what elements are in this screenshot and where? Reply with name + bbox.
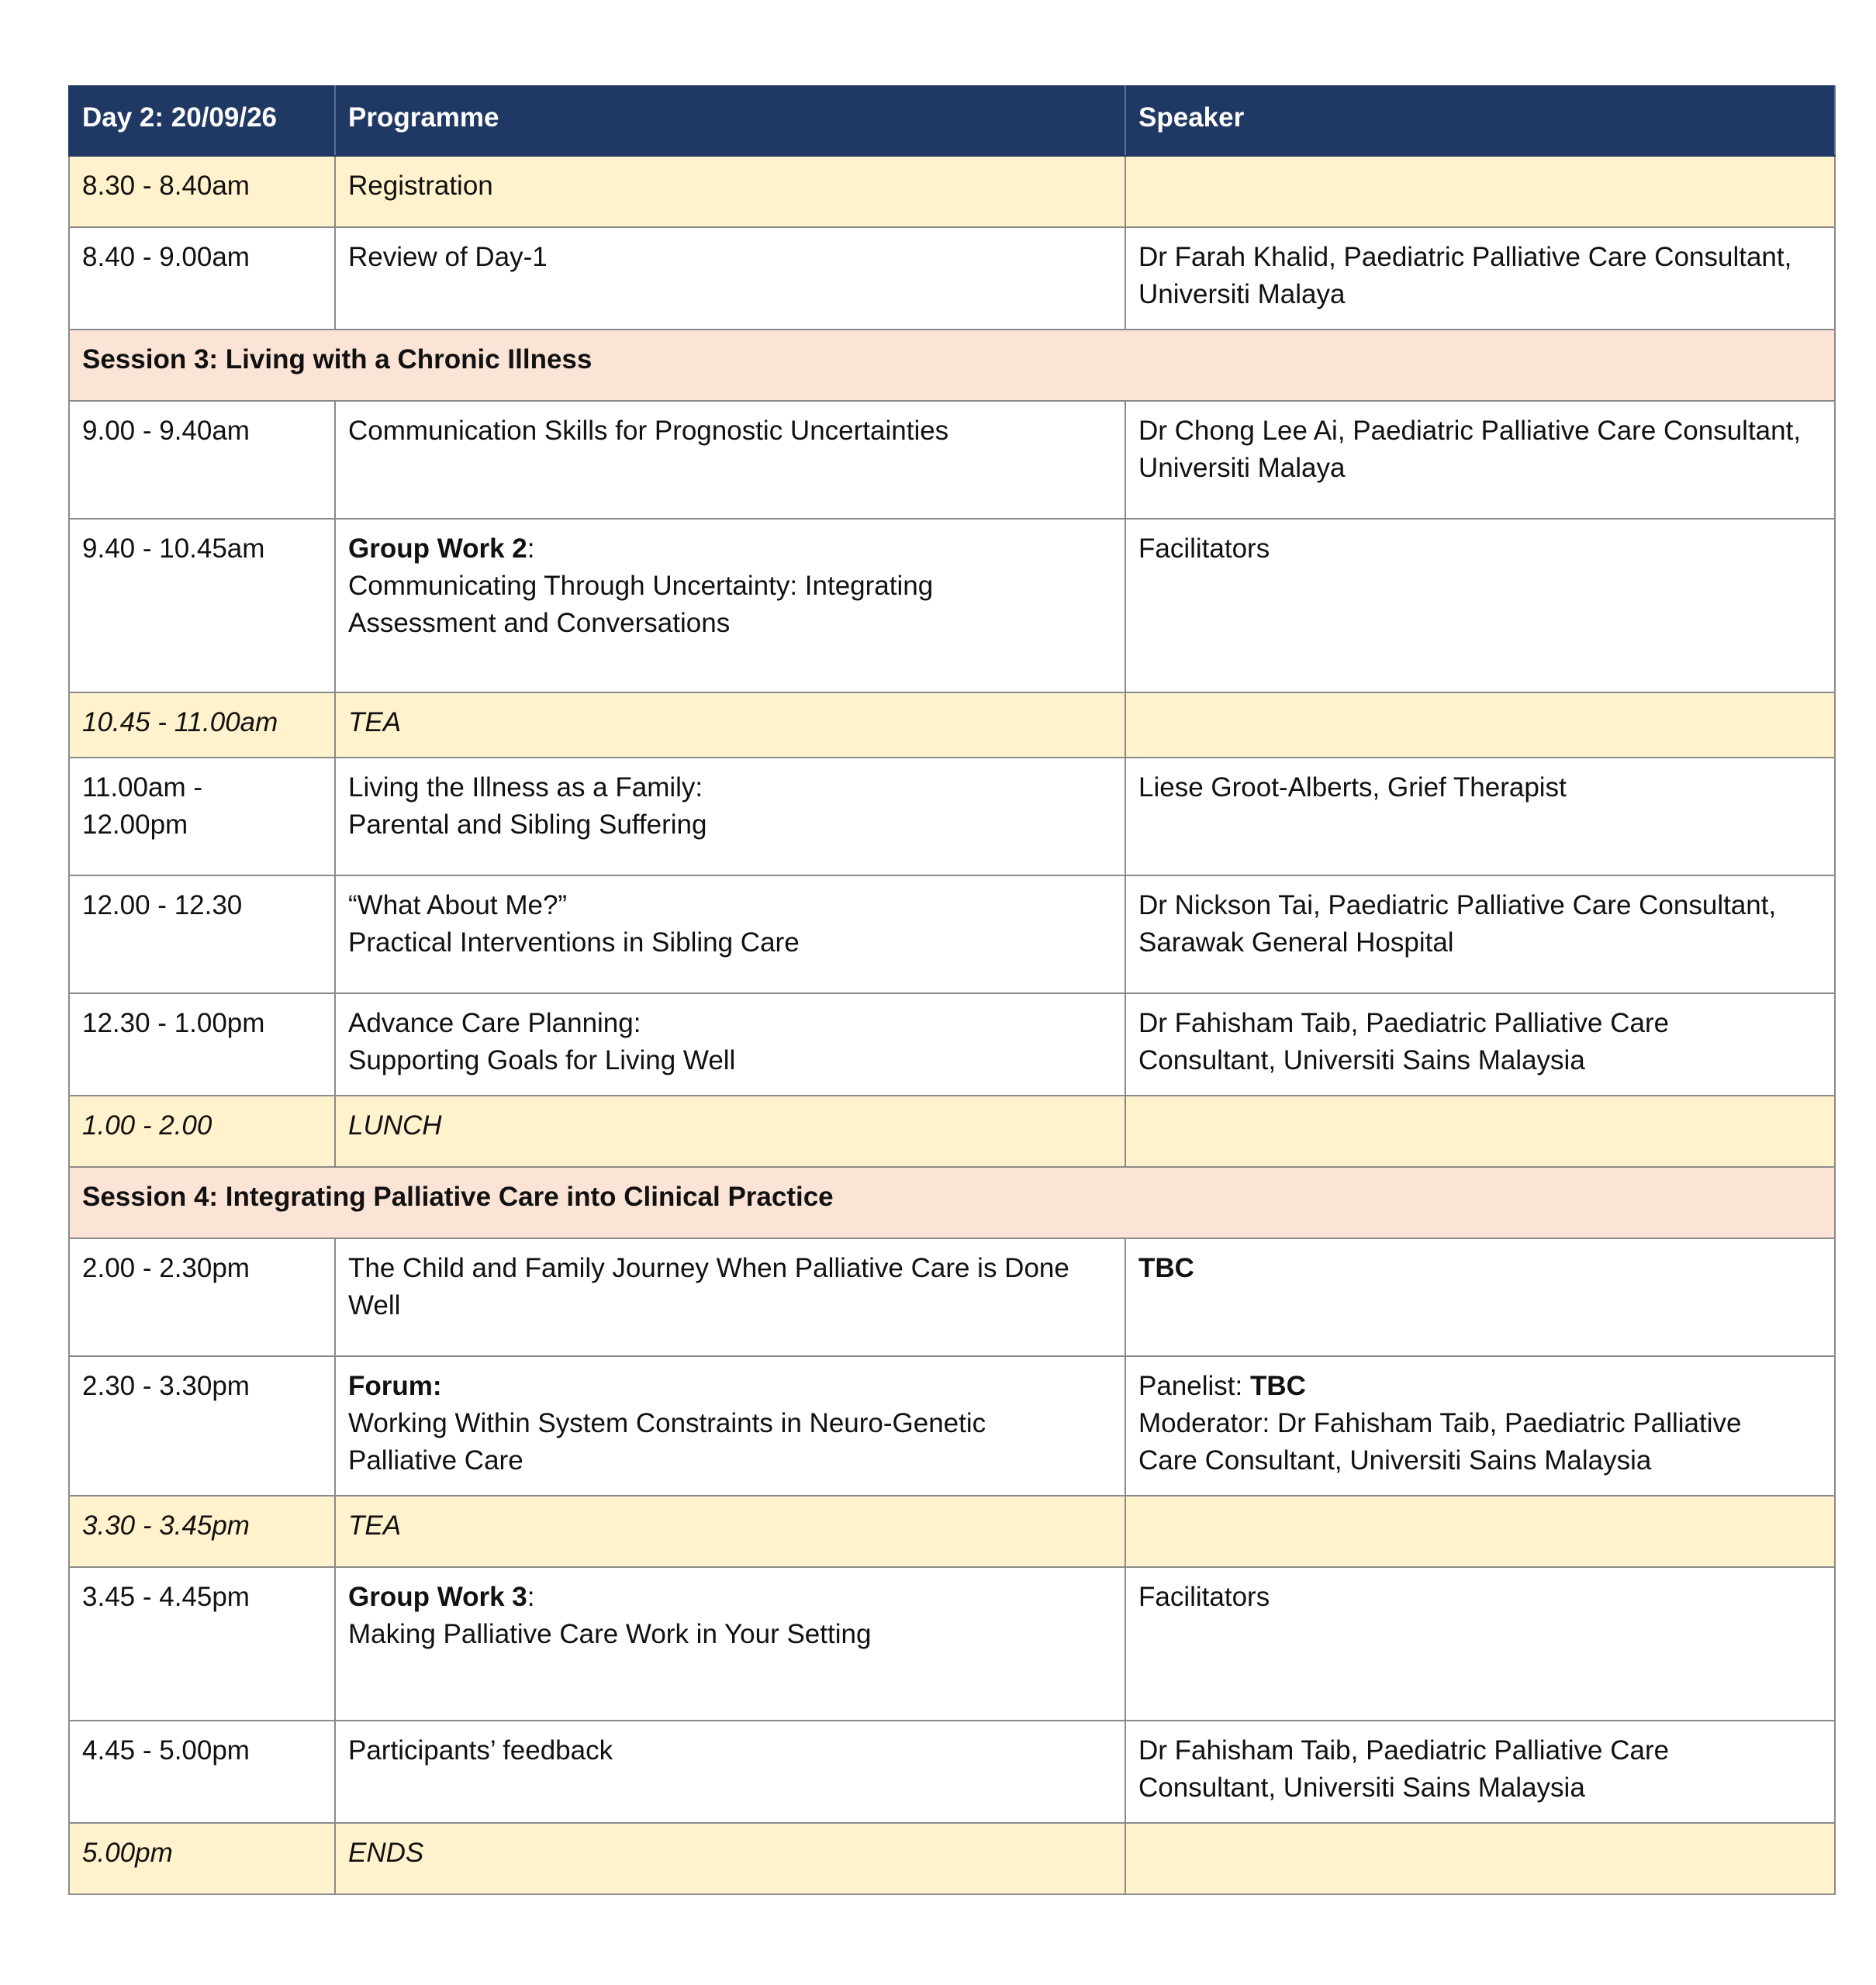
table-row <box>69 758 1835 875</box>
speaker-cell: Dr Fahisham Taib, Paediatric Palliative Care Consultant, Universiti Sains Malaysia <box>1125 993 1835 1096</box>
time-cell: 8.40 - 9.00am <box>69 227 335 330</box>
time-cell: 3.30 - 3.45pm <box>69 1496 335 1567</box>
programme-cell: Advance Care Planning: Supporting Goals for Living Well <box>335 993 1125 1096</box>
speaker-cell <box>1125 156 1835 227</box>
programme-heading: Group Work 2 <box>348 533 527 564</box>
speaker-cell: Dr Farah Khalid, Paediatric Palliative Care Consultant, Universiti Malaya <box>1125 227 1835 330</box>
programme-text: Working Within System Constraints in Neuro-Genetic Palliative Care <box>348 1408 986 1476</box>
time-cell: 2.30 - 3.30pm <box>69 1356 335 1496</box>
time-cell: 12.00 - 12.30 <box>69 875 335 993</box>
programme-heading: Forum: <box>348 1371 442 1401</box>
break-row <box>69 692 1835 758</box>
programme-page <box>68 85 1834 1895</box>
time-cell: 10.45 - 11.00am <box>69 692 335 758</box>
break-row <box>69 1096 1835 1167</box>
programme-cell: Registration <box>335 156 1125 227</box>
time-cell: 9.00 - 9.40am <box>69 401 335 519</box>
speaker-cell: Dr Nickson Tai, Paediatric Palliative Care Consultant, Sarawak General Hospital <box>1125 875 1835 993</box>
programme-heading-suffix: : <box>527 533 535 564</box>
speaker-cell <box>1125 692 1835 758</box>
table-row <box>69 1567 1835 1721</box>
table-row <box>69 993 1835 1096</box>
programme-cell: “What About Me?” Practical Interventions in Sibling Care <box>335 875 1125 993</box>
speaker-cell: Facilitators <box>1125 519 1835 692</box>
time-cell: 9.40 - 10.45am <box>69 519 335 692</box>
programme-cell: TEA <box>335 1496 1125 1567</box>
speaker-cell: Dr Fahisham Taib, Paediatric Palliative Care Consultant, Universiti Sains Malaysia <box>1125 1721 1835 1823</box>
speaker-cell <box>1125 1823 1835 1894</box>
break-row <box>69 1496 1835 1567</box>
time-cell: 5.00pm <box>69 1823 335 1894</box>
programme-cell: Living the Illness as a Family: Parental and Sibling Suffering <box>335 758 1125 875</box>
time-cell: 8.30 - 8.40am <box>69 156 335 227</box>
table-row <box>69 875 1835 993</box>
header-speaker: Speaker <box>1125 86 1835 156</box>
programme-table <box>68 85 1836 1895</box>
programme-text: Communicating Through Uncertainty: Integrating Assessment and Conversations <box>348 571 934 638</box>
session-title: Session 3: Living with a Chronic Illness <box>69 330 1835 401</box>
speaker-cell: Dr Chong Lee Ai, Paediatric Palliative Care Consultant, Universiti Malaya <box>1125 401 1835 519</box>
programme-cell: Review of Day-1 <box>335 227 1125 330</box>
time-cell: 3.45 - 4.45pm <box>69 1567 335 1721</box>
programme-cell: Participants’ feedback <box>335 1721 1125 1823</box>
table-header-row <box>69 86 1835 156</box>
session-title: Session 4: Integrating Palliative Care into Clinical Practice <box>69 1167 1835 1238</box>
speaker-prefix: Panelist: <box>1138 1371 1250 1401</box>
table-row <box>69 1238 1835 1356</box>
table-row <box>69 1721 1835 1823</box>
time-cell: 4.45 - 5.00pm <box>69 1721 335 1823</box>
speaker-cell: TBC <box>1125 1238 1835 1356</box>
speaker-cell <box>1125 1496 1835 1567</box>
session-row <box>69 330 1835 401</box>
table-row <box>69 1356 1835 1496</box>
programme-cell: Communication Skills for Prognostic Uncertainties <box>335 401 1125 519</box>
header-programme: Programme <box>335 86 1125 156</box>
speaker-text: Moderator: Dr Fahisham Taib, Paediatric Palliative Care Consultant, Universiti Sains Malaysia <box>1138 1408 1742 1476</box>
programme-cell: LUNCH <box>335 1096 1125 1167</box>
speaker-cell <box>1125 1356 1835 1496</box>
programme-heading: Group Work 3 <box>348 1582 527 1612</box>
speaker-cell: Facilitators <box>1125 1567 1835 1721</box>
speaker-cell: Liese Groot-Alberts, Grief Therapist <box>1125 758 1835 875</box>
programme-heading-suffix: : <box>527 1582 535 1612</box>
session-row <box>69 1167 1835 1238</box>
table-row <box>69 227 1835 330</box>
programme-text: Making Palliative Care Work in Your Setting <box>348 1619 872 1649</box>
speaker-tbc: TBC <box>1249 1371 1306 1401</box>
time-cell: 1.00 - 2.00 <box>69 1096 335 1167</box>
programme-cell: TEA <box>335 692 1125 758</box>
table-row <box>69 156 1835 227</box>
programme-cell <box>335 1567 1125 1721</box>
time-cell: 11.00am - 12.00pm <box>69 758 335 875</box>
programme-cell: The Child and Family Journey When Palliative Care is Done Well <box>335 1238 1125 1356</box>
programme-cell: ENDS <box>335 1823 1125 1894</box>
table-row <box>69 401 1835 519</box>
time-cell: 12.30 - 1.00pm <box>69 993 335 1096</box>
programme-cell <box>335 1356 1125 1496</box>
break-row <box>69 1823 1835 1894</box>
table-row <box>69 519 1835 692</box>
header-day: Day 2: 20/09/26 <box>69 86 335 156</box>
time-cell: 2.00 - 2.30pm <box>69 1238 335 1356</box>
speaker-cell <box>1125 1096 1835 1167</box>
programme-cell <box>335 519 1125 692</box>
